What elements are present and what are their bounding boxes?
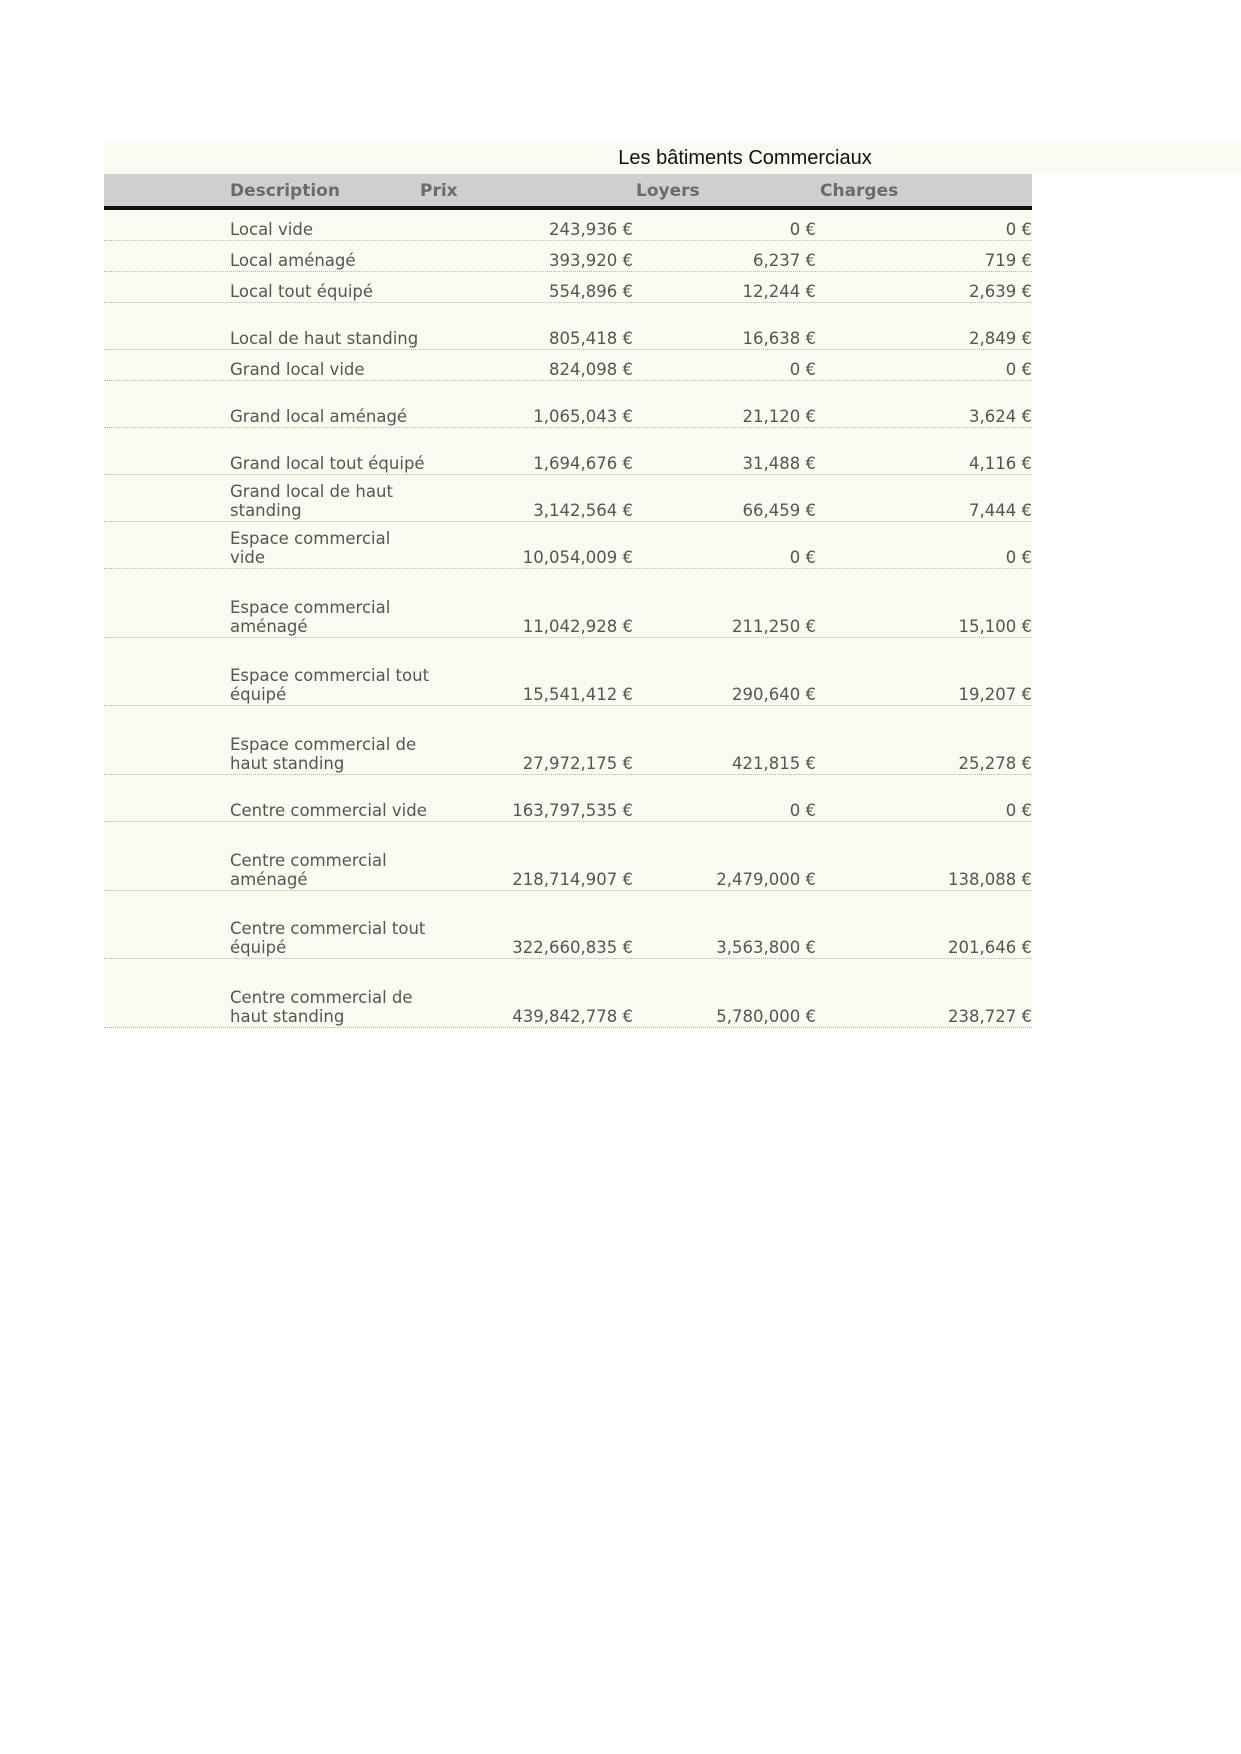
table-row [104,822,1032,891]
cell-description: Centre commercial tout équipé [230,919,426,957]
table-row [104,381,1032,428]
cell-charges: 3,624 € [969,407,1032,426]
cell-prix: 805,418 € [549,329,633,348]
cell-description: Grand local tout équipé [230,454,425,473]
cell-description: Grand local de haut standing [230,482,393,520]
cell-prix: 439,842,778 € [512,1007,633,1026]
cell-charges: 138,088 € [948,870,1032,889]
cell-description: Espace commercial tout équipé [230,666,430,704]
table-row [104,569,1032,638]
cell-prix: 3,142,564 € [533,501,633,520]
cell-loyers: 6,237 € [753,251,816,270]
table-row [104,428,1032,475]
table-row [104,350,1032,381]
cell-prix: 163,797,535 € [512,801,633,820]
cell-prix: 11,042,928 € [522,617,633,636]
cell-prix: 10,054,009 € [522,548,633,567]
cell-description: Espace commercial aménagé [230,598,391,636]
cell-prix: 15,541,412 € [522,685,633,704]
cell-description: Local vide [230,220,313,239]
table-row [104,706,1032,775]
cell-charges: 0 € [1005,220,1032,239]
cell-charges: 201,646 € [948,938,1032,957]
cell-description: Centre commercial vide [230,801,427,820]
column-header-loyers: Loyers [636,181,700,201]
table-row [104,475,1032,522]
cell-charges: 15,100 € [958,617,1032,636]
table-row [104,303,1032,350]
cell-charges: 25,278 € [958,754,1032,773]
cell-loyers: 2,479,000 € [716,870,816,889]
table-header [104,174,1032,210]
cell-charges: 4,116 € [969,454,1032,473]
cell-loyers: 66,459 € [742,501,816,520]
cell-loyers: 211,250 € [732,617,816,636]
cell-prix: 322,660,835 € [512,938,633,957]
column-header-prix: Prix [420,181,458,201]
cell-description: Centre commercial de haut standing [230,988,413,1026]
cell-description: Local tout équipé [230,282,374,301]
table-row [104,272,1032,303]
cell-prix: 1,065,043 € [533,407,633,426]
cell-loyers: 0 € [789,360,816,379]
cell-prix: 393,920 € [549,251,633,270]
cell-description: Grand local aménagé [230,407,408,426]
table-row [104,959,1032,1028]
cell-description: Espace commercial de haut standing [230,735,417,773]
column-header-charges: Charges [820,181,899,201]
cell-charges: 2,639 € [969,282,1032,301]
page-title: Les bâtiments Commerciaux [618,147,872,169]
cell-charges: 19,207 € [958,685,1032,704]
cell-prix: 218,714,907 € [512,870,633,889]
cell-loyers: 0 € [789,548,816,567]
cell-description: Centre commercial aménagé [230,851,387,889]
cell-loyers: 21,120 € [742,407,816,426]
cell-loyers: 16,638 € [742,329,816,348]
cell-loyers: 5,780,000 € [716,1007,816,1026]
table-row [104,775,1032,822]
cell-description: Local aménagé [230,251,356,270]
cell-charges: 0 € [1005,360,1032,379]
cell-prix: 1,694,676 € [533,454,633,473]
cell-prix: 824,098 € [549,360,633,379]
cell-charges: 2,849 € [969,329,1032,348]
cell-charges: 719 € [984,251,1032,270]
column-header-description: Description [230,181,340,201]
cell-charges: 0 € [1005,548,1032,567]
cell-prix: 243,936 € [549,220,633,239]
cell-description: Local de haut standing [230,329,419,348]
cell-loyers: 290,640 € [732,685,816,704]
cell-loyers: 0 € [789,801,816,820]
cell-description: Grand local vide [230,360,365,379]
table-row [104,522,1032,569]
cell-loyers: 0 € [789,220,816,239]
cell-description: Espace commercial vide [230,529,391,567]
cell-loyers: 3,563,800 € [716,938,816,957]
cell-charges: 238,727 € [948,1007,1032,1026]
buildings-table [104,174,1032,1028]
table-row [104,241,1032,272]
cell-charges: 0 € [1005,801,1032,820]
cell-prix: 554,896 € [549,282,633,301]
table-row [104,891,1032,959]
table-row [104,638,1032,706]
cell-loyers: 31,488 € [742,454,816,473]
cell-loyers: 12,244 € [742,282,816,301]
cell-charges: 7,444 € [969,501,1032,520]
table-row [104,210,1032,241]
cell-prix: 27,972,175 € [522,754,633,773]
cell-loyers: 421,815 € [732,754,816,773]
